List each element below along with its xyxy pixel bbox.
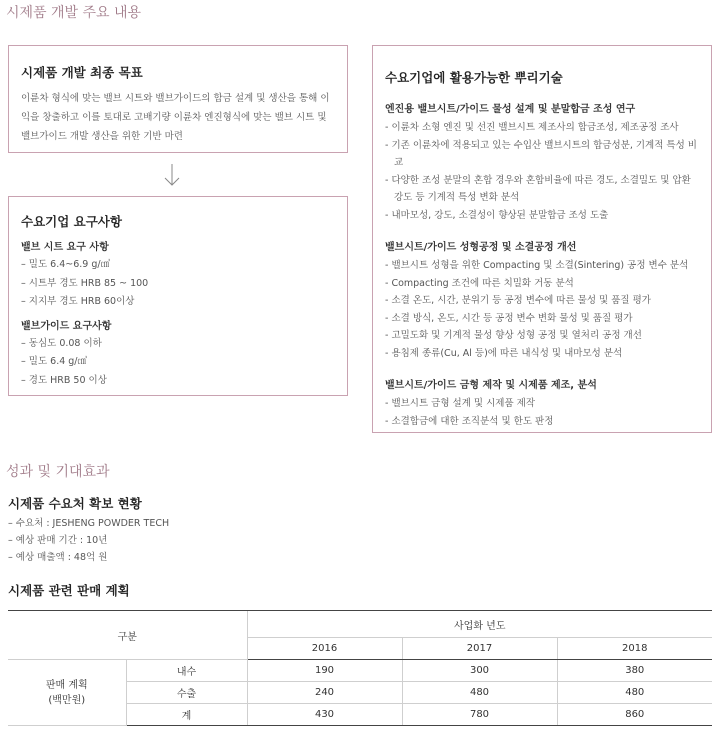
requirements-group-heading: 밸브 시트 요구 사항 [21, 242, 109, 253]
requirements-group-heading: 밸브가이드 요구사항 [21, 320, 112, 332]
requirements-list-item: – 밀도 6.4 g/㎤ [21, 356, 88, 367]
demand-title: 시제품 수요처 확보 현황 [8, 496, 142, 511]
requirements-list-item: – 동심도 0.08 이하 [21, 337, 102, 349]
demand-list-item: – 예상 판매 기간 : 10년 [8, 535, 108, 546]
tech-group-list [385, 395, 699, 430]
table-cell: 780 [402, 704, 557, 726]
year-header: 2018 [557, 638, 712, 660]
table-cell: 240 [247, 682, 402, 704]
section-title-development: 시제품 개발 주요 내용 [6, 5, 142, 21]
tech-list-item: - 소결 방식, 온도, 시간 등 공정 변수 변화 물성 및 품질 평가 [385, 312, 633, 324]
tech-title: 수요기업에 활용가능한 뿌리기술 [385, 70, 563, 85]
arrow-down-icon [163, 163, 181, 187]
row-label: 계 [126, 704, 247, 726]
sales-body [8, 660, 712, 726]
requirements-list-item: – 경도 HRB 50 이상 [21, 374, 107, 386]
table-cell: 480 [557, 682, 712, 704]
header-group: 사업화 년도 [247, 611, 712, 638]
requirements-box [8, 196, 348, 396]
tech-list-item: - 내마모성, 강도, 소결성이 향상된 분말합금 조성 도출 [385, 209, 609, 221]
row-group-label: 판매 계획 (백만원) [8, 660, 126, 726]
requirements-list-item: – 시트부 경도 HRB 85 ~ 100 [21, 277, 149, 289]
table-cell: 430 [247, 704, 402, 726]
table-cell: 480 [402, 682, 557, 704]
goal-body: 이륜차 형식에 맞는 밸브 시트와 밸브가이드의 합금 설계 및 생산을 통해 이익을 창출하고 이를 토대로 고배기량 이륜차 엔진형식에 맞는 밸브 시트 및 밸브가이드 개발 생산을 위한 기반 마련 [21, 93, 330, 142]
header-label: 구분 [8, 611, 247, 660]
tech-group-list [385, 119, 699, 224]
demand-list [8, 515, 169, 566]
requirements-list-item: – 밀도 6.4~6.9 g/㎤ [21, 259, 111, 270]
requirements-title: 수요기업 요구사항 [21, 214, 122, 229]
tech-list-item: - 밸브시트 금형 설계 및 시제품 제작 [385, 398, 536, 409]
table-cell: 300 [402, 660, 557, 682]
requirements-groups [21, 238, 335, 390]
requirements-list-item: – 지지부 경도 HRB 60이상 [21, 296, 135, 307]
goal-title: 시제품 개발 최종 목표 [21, 65, 143, 80]
tech-list-item: - 고밀도화 및 기계적 물성 향상 성형 공정 및 열처리 공정 개선 [385, 330, 642, 341]
row-label: 수출 [126, 682, 247, 704]
tech-list-item: - Compacting 조건에 따른 치밀화 거동 분석 [385, 277, 574, 289]
tech-list-item: - 다양한 조성 분말의 혼합 경우와 혼합비율에 따른 경도, 소결밀도 및 압환강도 등 기계적 특성 변화 분석 [385, 174, 691, 203]
tech-group-heading: 밸브시트/가이드 성형공정 및 소결공정 개선 [385, 242, 577, 253]
tech-list-item: - 용침제 종류(Cu, Al 등)에 따른 내식성 및 내마모성 분석 [385, 347, 623, 359]
tech-list-item: - 소결합금에 대한 조직분석 및 한도 판정 [385, 415, 554, 427]
year-header: 2017 [402, 638, 557, 660]
year-header: 2016 [247, 638, 402, 660]
tech-list-item: - 이륜차 소형 엔진 및 선진 밸브시트 제조사의 합금조성, 제조공정 조사 [385, 122, 679, 133]
tech-box [372, 45, 712, 433]
tech-list-item: - 밸브시트 성형을 위한 Compacting 및 소결(Sintering) 공정 변수 분석 [385, 260, 689, 271]
tech-list-item: - 소결 온도, 시간, 분위기 등 공정 변수에 따른 물성 및 품질 평가 [385, 295, 651, 306]
tech-group-heading: 엔진용 밸브시트/가이드 물성 설계 및 분말합금 조성 연구 [385, 104, 636, 115]
demand-list-item: – 수요처 : JESHENG POWDER TECH [8, 518, 170, 529]
table-cell: 860 [557, 704, 712, 726]
sales-table [8, 610, 712, 726]
tech-groups [385, 100, 699, 430]
table-cell: 380 [557, 660, 712, 682]
sales-title: 시제품 관련 판매 계획 [8, 583, 130, 598]
demand-list-item: – 예상 매출액 : 48억 원 [8, 552, 108, 563]
requirements-group-list [21, 335, 335, 391]
section-title-results: 성과 및 기대효과 [6, 464, 110, 480]
table-cell: 190 [247, 660, 402, 682]
table-row [8, 660, 712, 682]
goal-box [8, 45, 348, 153]
tech-group-heading: 밸브시트/가이드 금형 제작 및 시제품 제조, 분석 [385, 380, 597, 391]
tech-group-list [385, 257, 699, 362]
tech-list-item: - 기존 이륜차에 적용되고 있는 수입산 밸브시트의 합금성분, 기계적 특성 비교 [385, 139, 697, 168]
requirements-group-list [21, 256, 335, 312]
row-label: 내수 [126, 660, 247, 682]
